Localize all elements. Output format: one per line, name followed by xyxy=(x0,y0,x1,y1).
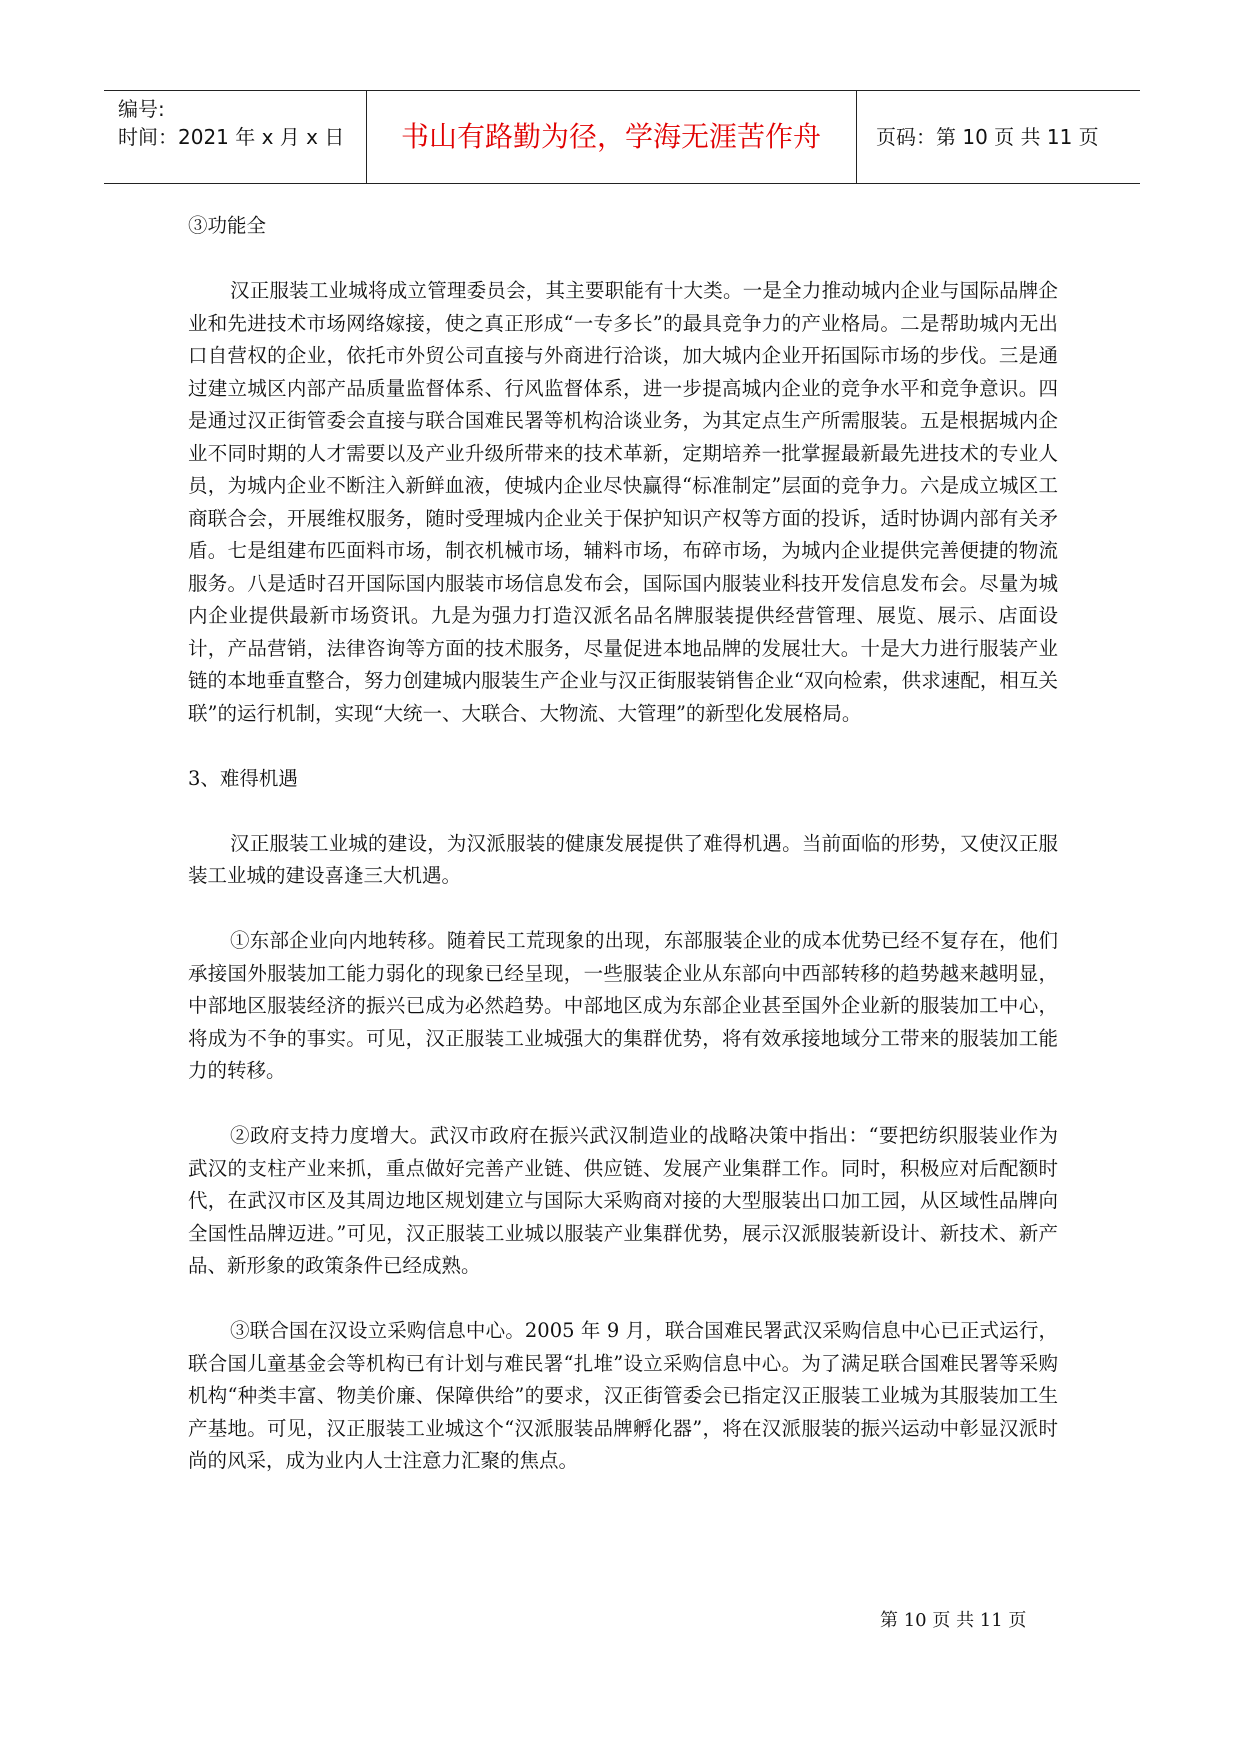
paragraph: ②政府支持力度增大。武汉市政府在振兴武汉制造业的战略决策中指出：“要把纺织服装业作为武汉的支柱产业来抓，重点做好完善产业链、供应链、发展产业集群工作。同时，积极应对后配额时代，在武汉市区及其周边地区规划建立与国际大采购商对接的大型服装出口加工园，从区域性品牌向全国性品牌迈进。”可见，汉正服装工业城以服装产业集群优势，展示汉派服装新设计、新技术、新产品、新形象的政策条件已经成熟。 xyxy=(188,1124,1058,1277)
paragraph: ③联合国在汉设立采购信息中心。2005 年 9 月，联合国难民署武汉采购信息中心已正式运行，联合国儿童基金会等机构已有计划与难民署“扎堆”设立采购信息中心。为了满足联合国难民署等采购机构“种类丰富、物美价廉、保障供给”的要求，汉正街管委会已指定汉正服装工业城为其服装加工生产基地。可见，汉正服装工业城这个“汉派服装品牌孵化器”，将在汉派服装的振兴运动中彰显汉派时尚的风采，成为业内人士注意力汇聚的焦点。 xyxy=(188,1319,1058,1472)
paragraph: 汉正服装工业城的建设，为汉派服装的健康发展提供了难得机遇。当前面临的形势，又使汉正服装工业城的建设喜逢三大机遇。 xyxy=(188,831,1058,887)
document-number-label: 编号: xyxy=(118,97,165,121)
header-info-cell xyxy=(104,91,366,183)
paragraph: 汉正服装工业城将成立管理委员会，其主要职能有十大类。一是全力推动城内企业与国际品牌企业和先进技术市场网络嫁接，使之真正形成“一专多长”的最具竞争力的产业格局。二是帮助城内无出口自营权的企业，依托市外贸公司直接与外商进行洽谈，加大城内企业开拓国际市场的步伐。三是通过建立城区内部产品质量监督体系、行风监督体系，进一步提高城内企业的竞争水平和竞争意识。四是通过汉正街管委会直接与联合国难民署等机构洽谈业务，为其定点生产所需服装。五是根据城内企业不同时期的人才需要以及产业升级所带来的技术革新，定期培养一批掌握最新最先进技术的专业人员，为城内企业不断注入新鲜血液，使城内企业尽快赢得“标准制定”层面的竞争力。六是成立城区工商联合会，开展维权服务，随时受理城内企业关于保护知识产权等方面的投诉，适时协调内部有关矛盾。七是组建布匹面料市场，制衣机械市场，辅料市场，布碎市场，为城内企业提供完善便捷的物流服务。八是适时召开国际国内服装市场信息发布会，国际国内服装业科技开发信息发布会。尽量为城内企业提供最新市场资讯。九是为强力打造汉派名品名牌服装提供经营管理、展览、展示、店面设计，产品营销，法律咨询等方面的技术服务，尽量促进本地品牌的发展壮大。十是大力进行服装产业链的本地垂直整合，努力创建城内服装生产企业与汉正街服装销售企业“双向检索，供求速配，相互关联”的运行机制，实现“大统一、大联合、大物流、大管理”的新型化发展格局。 xyxy=(188,279,1058,725)
section-heading: 3、难得机遇 xyxy=(188,766,298,790)
header-motto: 书山有路勤为径，学海无涯苦作舟 xyxy=(400,120,821,153)
document-time-label: 时间：2021 年 x 月 x 日 xyxy=(118,125,345,149)
header-page-label: 页码：第 10 页 共 11 页 xyxy=(876,125,1099,149)
document-body xyxy=(188,210,1058,1478)
page-footer: 第 10 页 共 11 页 xyxy=(880,1610,1027,1631)
page-header xyxy=(104,90,1140,184)
paragraph: ①东部企业向内地转移。随着民工荒现象的出现，东部服装企业的成本优势已经不复存在，他们承接国外服装加工能力弱化的现象已经呈现，一些服装企业从东部向中西部转移的趋势越来越明显，中部地区服装经济的振兴已成为必然趋势。中部地区成为东部企业甚至国外企业新的服装加工中心，将成为不争的事实。可见，汉正服装工业城强大的集群优势，将有效承接地域分工带来的服装加工能力的转移。 xyxy=(188,929,1058,1082)
section-heading: ③功能全 xyxy=(188,214,267,237)
